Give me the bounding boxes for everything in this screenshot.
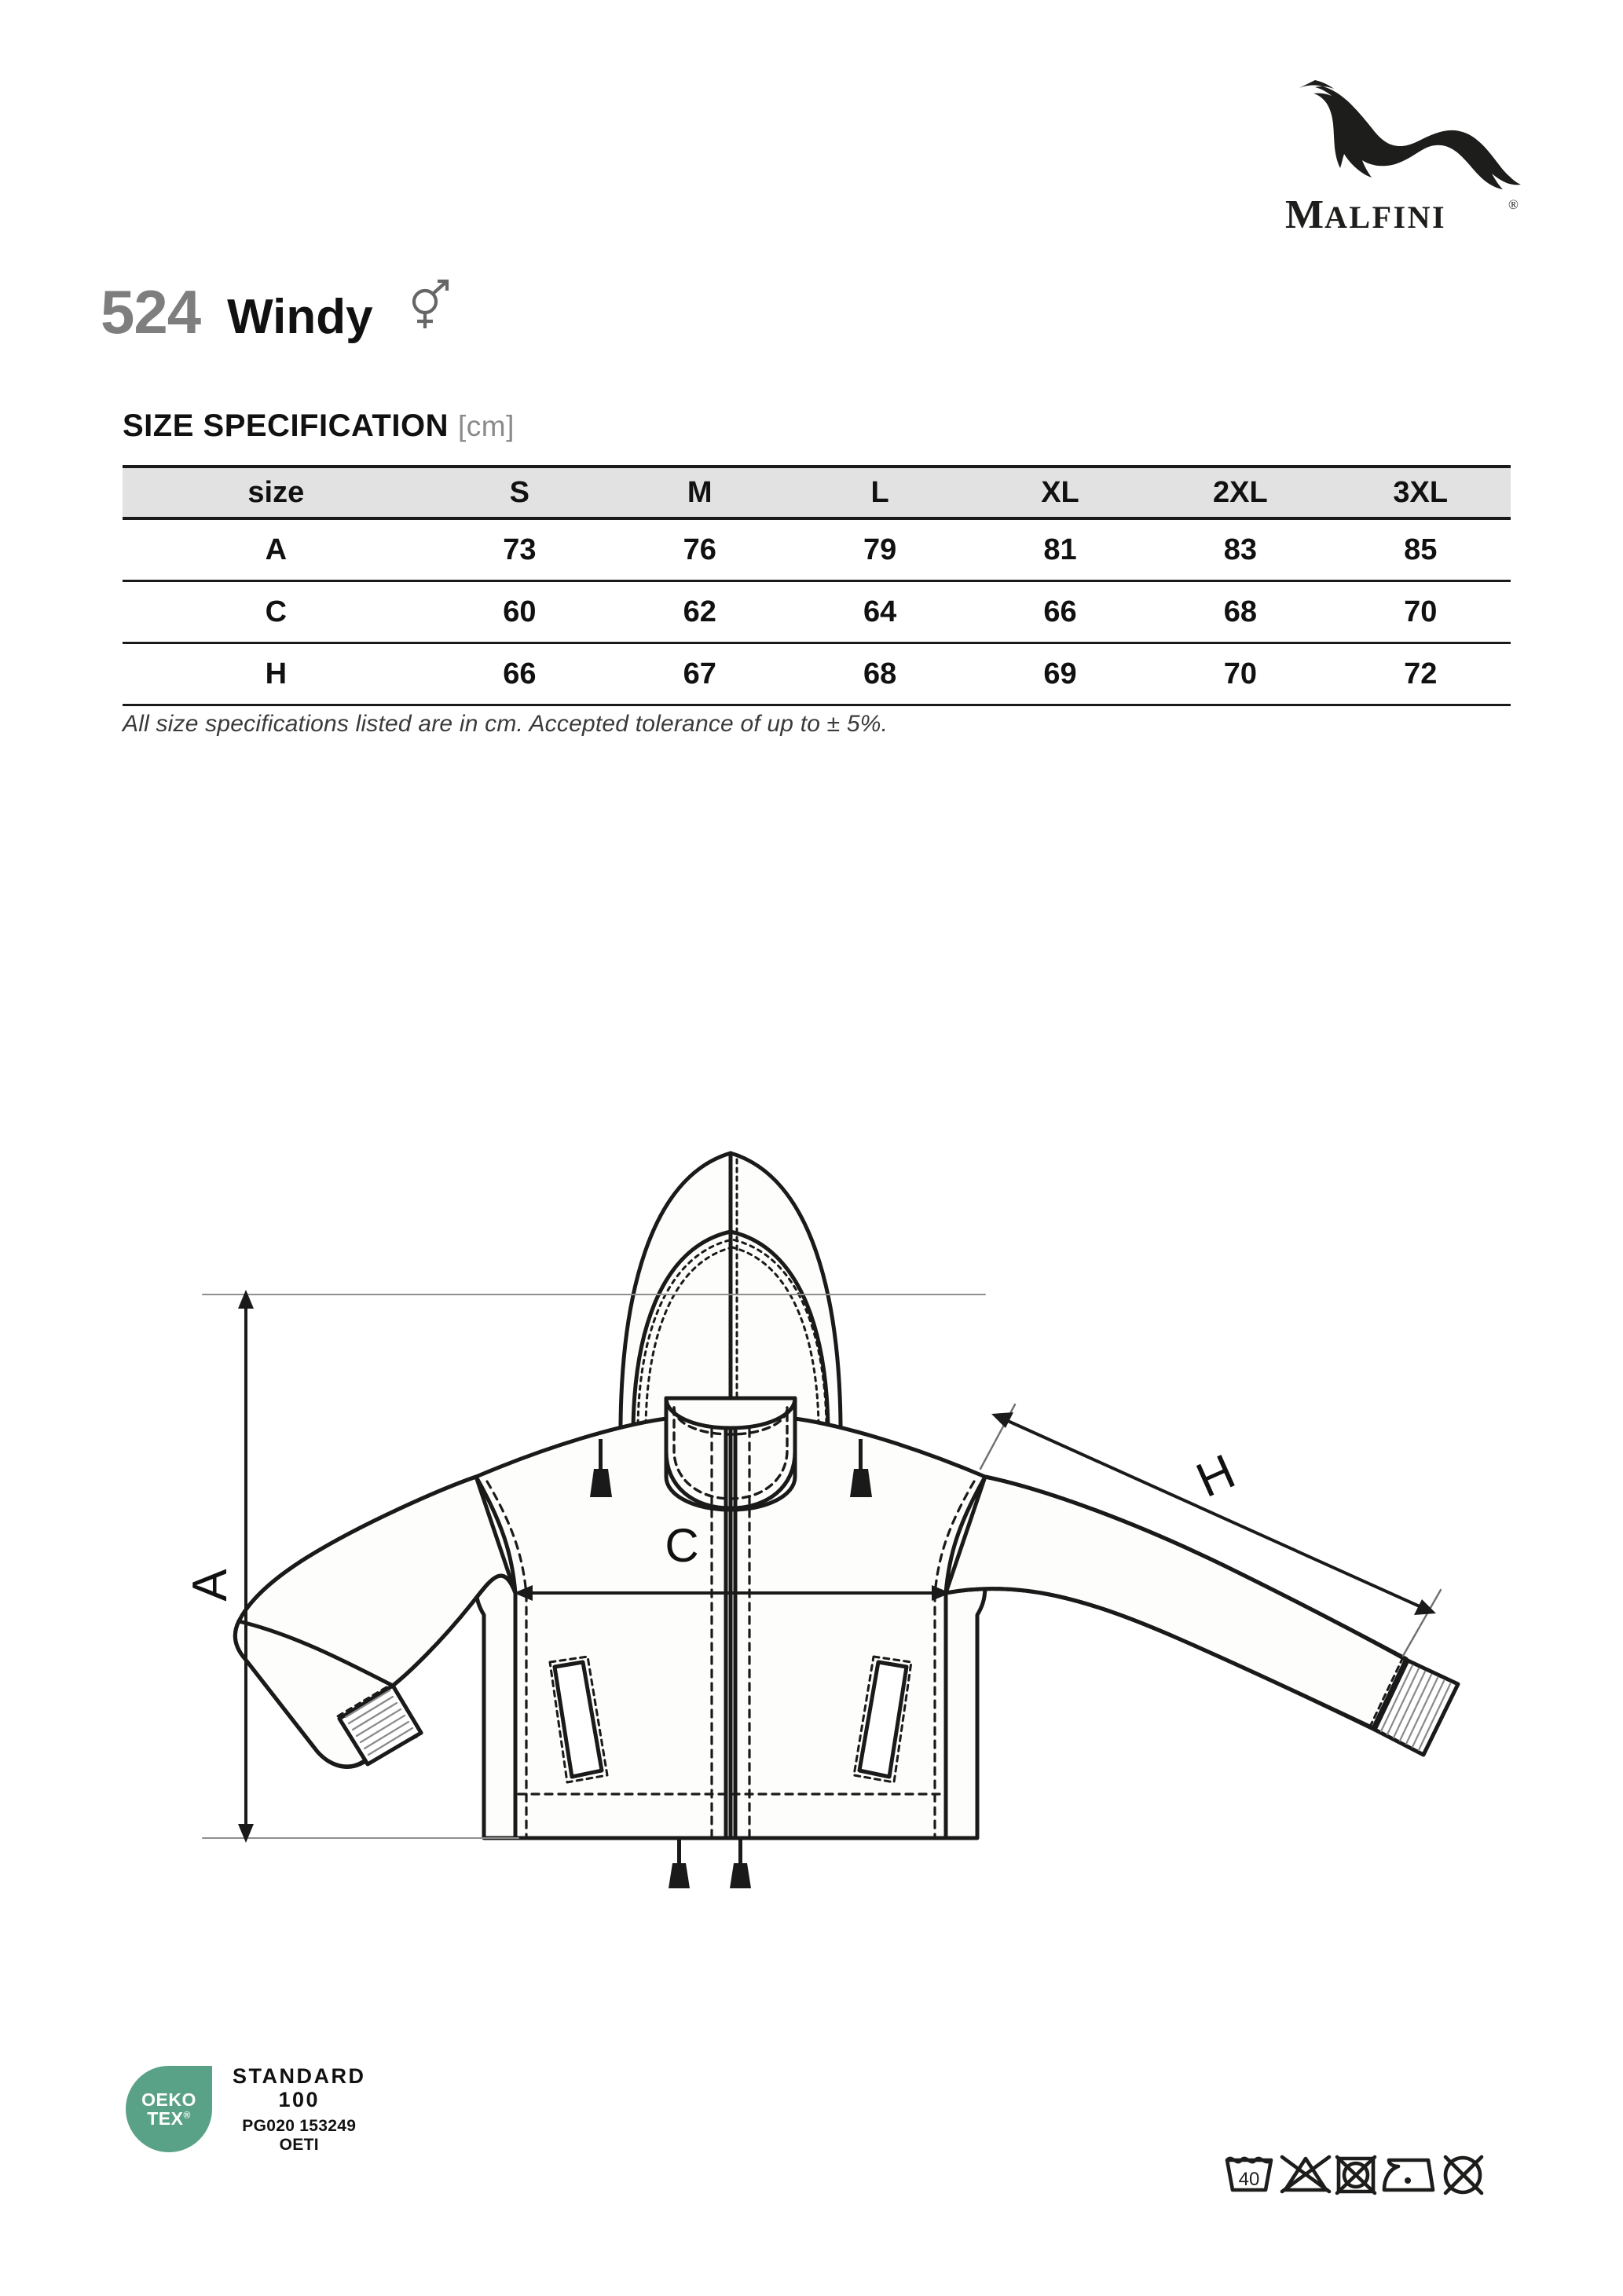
iron-low-icon bbox=[1384, 2160, 1433, 2190]
product-title bbox=[101, 277, 453, 346]
malfini-logo bbox=[1280, 71, 1540, 236]
tolerance-note: All size specifications listed are in cm. Accepted tolerance of up to ± 5%. bbox=[123, 711, 888, 737]
oeko-standard-label: STANDARD bbox=[233, 2064, 366, 2088]
table-header-xl: XL bbox=[970, 467, 1150, 518]
cell-a-l: 79 bbox=[790, 518, 969, 581]
oeko-tex-certification bbox=[126, 2064, 366, 2155]
spec-heading bbox=[123, 408, 515, 444]
cell-c-3xl: 70 bbox=[1331, 581, 1511, 643]
oeko-badge-line2: TEX bbox=[147, 2108, 184, 2129]
spec-heading-text: SIZE SPECIFICATION bbox=[123, 408, 449, 443]
table-header-size: size bbox=[123, 467, 430, 518]
oeko-tex-badge-icon bbox=[126, 2066, 212, 2152]
row-label-a: A bbox=[123, 518, 430, 581]
cell-h-m: 67 bbox=[610, 643, 790, 705]
svg-text:M: M bbox=[1285, 192, 1325, 236]
svg-text:®: ® bbox=[1508, 197, 1519, 212]
table-header-s: S bbox=[430, 467, 610, 518]
table-header-l: L bbox=[790, 467, 969, 518]
product-code: 524 bbox=[101, 277, 201, 346]
cell-h-l: 68 bbox=[790, 643, 969, 705]
cell-h-2xl: 70 bbox=[1150, 643, 1330, 705]
oeko-badge-line1: OEKO bbox=[141, 2089, 196, 2111]
cell-h-s: 66 bbox=[430, 643, 610, 705]
oeko-badge-reg: ® bbox=[183, 2109, 191, 2121]
cell-a-3xl: 85 bbox=[1331, 518, 1511, 581]
row-label-h: H bbox=[123, 643, 430, 705]
drawcord-toggle-hem-left bbox=[669, 1838, 690, 1888]
care-symbols bbox=[1222, 2152, 1537, 2223]
drawcord-toggle-hem-right bbox=[730, 1838, 751, 1888]
cell-h-3xl: 72 bbox=[1331, 643, 1511, 705]
table-header-3xl: 3XL bbox=[1331, 467, 1511, 518]
cell-a-s: 73 bbox=[430, 518, 610, 581]
measure-label-h: H bbox=[1189, 1444, 1244, 1508]
svg-text:ALFINI: ALFINI bbox=[1324, 200, 1447, 235]
cell-c-l: 64 bbox=[790, 581, 969, 643]
size-table bbox=[123, 465, 1511, 706]
table-header-row bbox=[123, 467, 1511, 518]
cell-h-xl: 69 bbox=[970, 643, 1150, 705]
table-header-2xl: 2XL bbox=[1150, 467, 1330, 518]
table-row bbox=[123, 518, 1511, 581]
row-label-c: C bbox=[123, 581, 430, 643]
table-header-m: M bbox=[610, 467, 790, 518]
measure-label-c: C bbox=[665, 1519, 699, 1572]
malfini-wordmark bbox=[1285, 192, 1519, 236]
unisex-symbol-icon bbox=[406, 278, 453, 337]
spec-heading-unit: [cm] bbox=[457, 410, 515, 442]
cell-a-2xl: 83 bbox=[1150, 518, 1330, 581]
do-not-tumble-dry-icon bbox=[1337, 2157, 1375, 2193]
cell-c-2xl: 68 bbox=[1150, 581, 1330, 643]
cell-a-xl: 81 bbox=[970, 518, 1150, 581]
table-row bbox=[123, 643, 1511, 705]
oeko-standard-number: 100 bbox=[278, 2088, 321, 2112]
do-not-dry-clean-icon bbox=[1445, 2157, 1482, 2193]
cell-a-m: 76 bbox=[610, 518, 790, 581]
sleeve-right bbox=[946, 1477, 1408, 1730]
oeko-code: PG020 153249 bbox=[242, 2117, 357, 2136]
table-row bbox=[123, 581, 1511, 643]
oeko-institute: OETI bbox=[279, 2135, 319, 2154]
cell-c-s: 60 bbox=[430, 581, 610, 643]
wash-temperature-label: 40 bbox=[1238, 2169, 1260, 2190]
cell-c-xl: 66 bbox=[970, 581, 1150, 643]
do-not-bleach-icon bbox=[1282, 2157, 1329, 2192]
measure-label-a: A bbox=[183, 1569, 237, 1602]
wash-40-icon bbox=[1227, 2159, 1271, 2190]
garment-technical-drawing bbox=[0, 927, 1623, 1909]
jacket-body bbox=[476, 1419, 985, 1838]
product-name: Windy bbox=[227, 290, 373, 344]
eagle-icon bbox=[1299, 80, 1521, 189]
cell-c-m: 62 bbox=[610, 581, 790, 643]
